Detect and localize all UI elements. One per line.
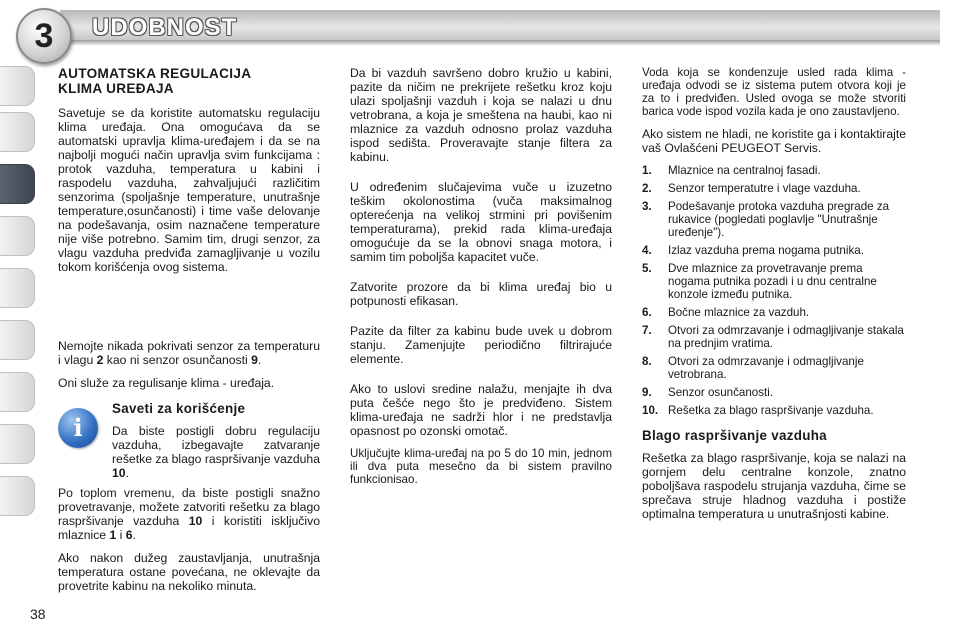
chapter-number-badge: 3 [16,8,72,64]
side-tab [0,268,35,308]
intro-paragraph: Savetuje se da koristite automatsku regulaciju klima uređaja. Ona omogućava da se automatski upravlja klima-uređajem i da se na najbolji mogući način upravlja svim funkcijama : protok vazduha, temperatura u kabini i raspodelu vazduha, zahvaljujući različitim senzorima (spoljašnje temperature, unutrašnje temperature,osunčanosti) i time vaše delovanje na podešavanja, osim naznačene temperature nije više potrebno. Samim tim, drugi senzor, za vlagu vazduha predviđa zamagljivanje u vozilu tokom korišćenja ovog sistema. [58,106,320,274]
list-item: 5. Dve mlaznice za provetravanje prema nogama putnika pozadi i u dnu centralne konzole između putnika. [642,262,877,301]
column-right [642,66,906,530]
column-middle [350,66,612,495]
list-item: 6. Bočne mlaznice za vazduh. [642,306,810,319]
section-title-line: KLIMA UREĐAJA [58,81,174,96]
list-item: 9. Senzor osunčanosti. [642,386,774,399]
paragraph: Rešetka za blago raspršivanje, koja se nalazi na gornjem delu centralne konzole, znatno poboljšava raspodelu strujanja vazduha, čime se sprečava struje hladnog vazduha i postiže optimalna temperatura u unutrašnjosti kabine. [642,451,906,521]
section-title-line: AUTOMATSKA REGULACIJA [58,66,252,81]
component-list [642,164,906,417]
paragraph: Da bi vazduh savršeno dobro kružio u kabini, pazite da ničim ne prekrijete rešetku kroz koju ulazi spoljašnji vazduh i koja se nalazi u dnu vetrobrana, a koja je smeštena na haubi, kao ni mlaznice za vazduh odnosno prolaz vazduha ispod sedišta. Proveravajte stanje filtera za kabinu. [350,66,612,164]
paragraph: Uključujte klima-uređaj na po 5 do 10 min, jednom ili dva puta mesečno da bi sistem pravilno funkcionisao. [350,447,612,486]
paragraph: Ako sistem ne hladi, ne koristite ga i kontaktirajte vaš Ovlašćeni PEUGEOT Servis. [642,127,906,155]
chapter-header [0,0,960,56]
list-item: 8. Otvori za odmrzavanje i odmagljivanje vetrobrana. [642,355,864,381]
paragraph: Voda koja se kondenzuje usled rada klima - uređaja odvodi se iz sistema putem otvora koji je za to i predviđen. Usled ovoga se može stvoriti barica vode ispod vozila kada je ono zaustavljeno. [642,66,906,118]
subsection-title: Blago raspršivanje vazduha [642,428,827,443]
section-title [58,66,320,96]
info-icon: i [58,408,98,448]
tips-paragraph: Po toplom vremenu, da biste postigli snažno provetravanje, možete zatvoriti rešetku za blago raspršivanje vazduha 10 i koristiti isključivo mlaznice 1 i 6. [58,486,320,542]
list-item: 10. Rešetka za blago raspršivanje vazduha. [642,404,874,417]
side-tab [0,476,35,516]
column-left [58,66,320,602]
side-tab [0,216,35,256]
list-item: 1. Mlaznice na centralnoj fasadi. [642,164,821,177]
paragraph: Pazite da filter za kabinu bude uvek u dobrom stanju. Zamenjujte periodično filtrirajuće elemente. [350,324,612,366]
paragraph: Zatvorite prozore da bi klima uređaj bio u potpunosti efikasan. [350,280,612,308]
side-tabs [0,56,40,576]
side-tab-active [0,164,35,204]
sensor-purpose: Oni služe za regulisanje klima - uređaja. [58,376,275,390]
list-item: 2. Senzor temperatutre i vlage vazduha. [642,182,861,195]
page-number: 38 [30,606,46,622]
list-item: 3. Podešavanje protoka vazduha pregrade za rukavice (pogledati poglavlje "Unutrašnje uređenje"). [642,200,890,239]
side-tab [0,372,35,412]
side-tab [0,320,35,360]
side-tab [0,424,35,464]
tips-paragraph: Ako nakon dužeg zaustavljanja, unutrašnja temperatura ostane povećana, ne oklevajte da provetrite kabinu na nekoliko minuta. [58,551,320,593]
side-tab [0,66,35,106]
usage-tips [58,402,320,593]
list-item: 4. Izlaz vazduha prema nogama putnika. [642,244,864,257]
paragraph: U određenim slučajevima vuče u izuzetno teškim okolonostima (vuča maksimalnog opterećenja na velikoj strmini pri povišenim temperaturama), prekid rada klima-uređaja omogućuje da se la obnovi snaga motora, i samim tim poboljša kapacitet vuče. [350,180,612,264]
sensor-warning: Nemojte nikada pokrivati senzor za temperaturu i vlagu 2 kao ni senzor osunčanosti 9. [58,339,320,367]
side-tab [0,112,35,152]
tips-paragraph: Da biste postigli dobru regulaciju vazduha, izbegavajte zatvaranje rešetke za blago raspršivanje vazduha 10. [112,424,320,480]
chapter-title: UDOBNOST [92,14,238,41]
list-item: 7. Otvori za odmrzavanje i odmagljivanje stakala na prednjim vratima. [642,324,904,350]
paragraph: Ako to uslovi sredine nalažu, menjajte ih dva puta češće nego što je predviđeno. Sistem klima-uređaja ne sadrži hlor i ne predstavlja opasnost po ozonski omotač. [350,382,612,438]
tips-title: Saveti za korišćenje [112,401,246,416]
